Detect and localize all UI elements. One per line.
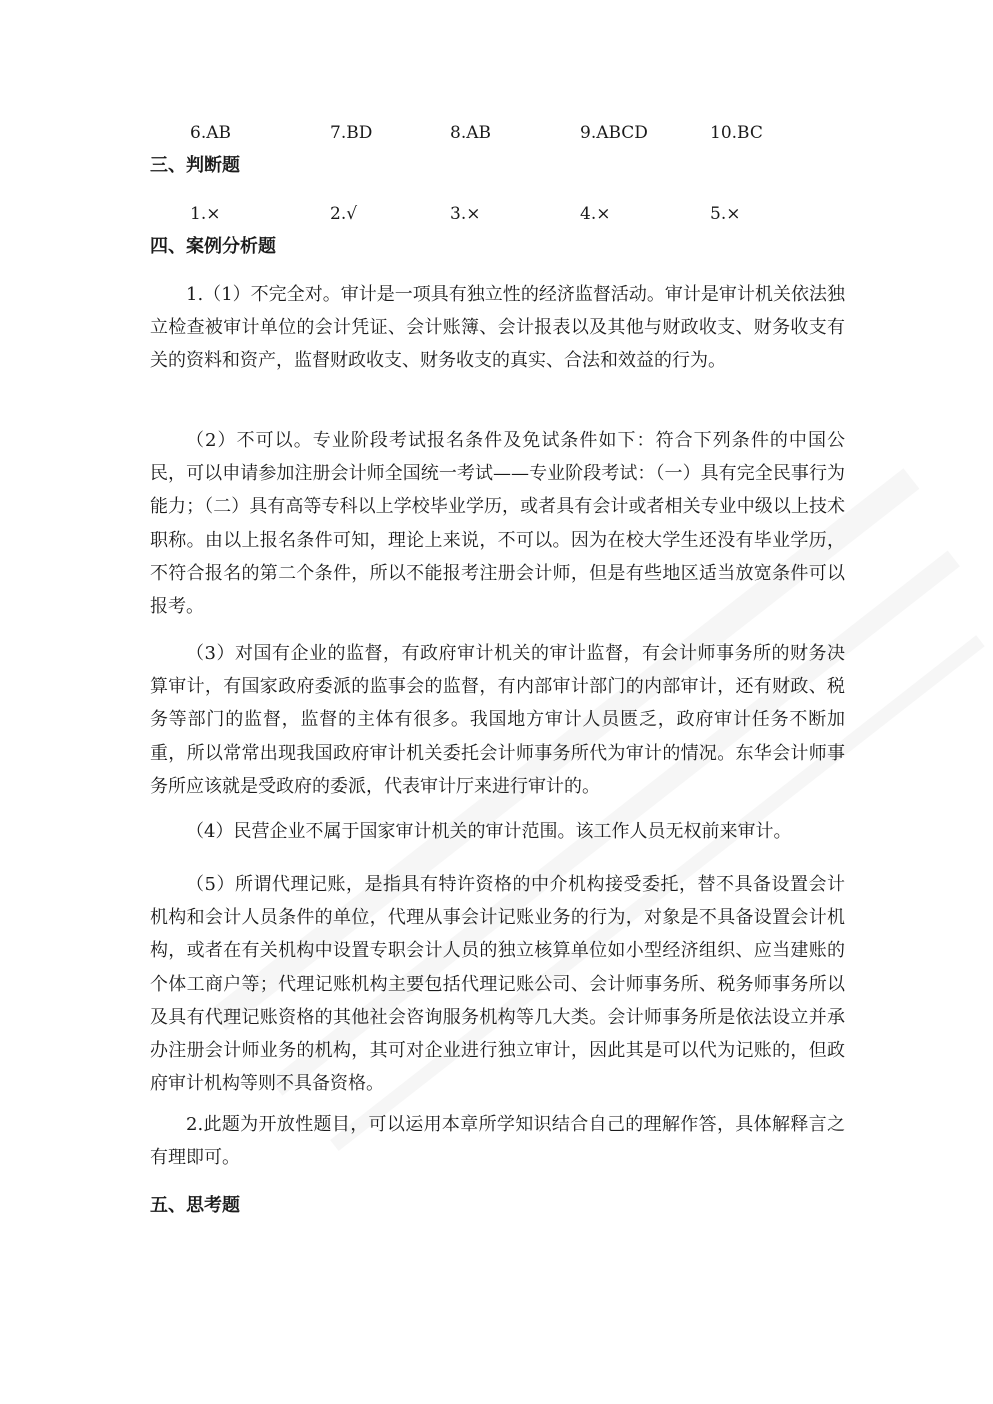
judgment-answer: 4.× <box>580 204 611 224</box>
case-answer-paragraph: 2.此题为开放性题目，可以运用本章所学知识结合自己的理解作答，具体解释言之有理即可。 <box>150 1114 845 1169</box>
case-answer-paragraph: （5）所谓代理记账，是指具有特许资格的中介机构接受委托，替不具备设置会计机构和会计人员条件的单位，代理从事会计记账业务的行为，对象是不具备设置会计机构，或者在有关机构中设置专职会计人员的独立核算单位如小型经济组织、应当建账的个体工商户等；代理记账机构主要包括代理记账公司、会计师事务所、税务师事务所以及具有代理记账资格的其他社会咨询服务机构等几大类。会计师事务所是依法设立并承办注册会计师业务的机构，其可对企业进行独立审计，因此其是可以代为记账的，但政府审计机构等则不具备资格。 <box>150 874 845 1095</box>
choice-answer: 8.AB <box>450 123 491 143</box>
choice-answers-row <box>190 118 830 148</box>
section-heading-case-analysis: 四、案例分析题 <box>150 236 276 257</box>
choice-answer: 7.BD <box>330 123 373 143</box>
choice-answer: 9.ABCD <box>580 123 648 143</box>
choice-answer: 10.BC <box>710 123 763 143</box>
judgment-answer: 2.√ <box>330 204 358 224</box>
choice-answer: 6.AB <box>190 123 231 143</box>
judgment-answer: 5.× <box>710 204 741 224</box>
case-answer-paragraph: 1.（1）不完全对。审计是一项具有独立性的经济监督活动。审计是审计机关依法独立检查被审计单位的会计凭证、会计账簿、会计报表以及其他与财政收支、财务收支有关的资料和资产，监督财政收支、财务收支的真实、合法和效益的行为。 <box>150 284 845 372</box>
section-heading-thinking: 五、思考题 <box>150 1195 240 1216</box>
case-answer-paragraph: （3）对国有企业的监督，有政府审计机关的审计监督，有会计师事务所的财务决算审计，有国家政府委派的监事会的监督，有内部审计部门的内部审计，还有财政、税务等部门的监督，监督的主体有很多。我国地方审计人员匮乏，政府审计任务不断加重，所以常常出现我国政府审计机关委托会计师事务所代为审计的情况。东华会计师事务所应该就是受政府的委派，代表审计厅来进行审计的。 <box>150 643 845 797</box>
section-heading-judgment: 三、判断题 <box>150 155 240 176</box>
judgment-answers-row <box>190 199 830 229</box>
judgment-answer: 3.× <box>450 204 481 224</box>
case-answer-paragraph: （2）不可以。专业阶段考试报名条件及免试条件如下：符合下列条件的中国公民，可以申请参加注册会计师全国统一考试——专业阶段考试：（一）具有完全民事行为能力；（二）具有高等专科以上学校毕业学历，或者具有会计或者相关专业中级以上技术职称。由以上报名条件可知，理论上来说，不可以。因为在校大学生还没有毕业学历，不符合报名的第二个条件，所以不能报考注册会计师，但是有些地区适当放宽条件可以报考。 <box>150 430 845 618</box>
judgment-answer: 1.× <box>190 204 221 224</box>
case-answer-paragraph: （4）民营企业不属于国家审计机关的审计范围。该工作人员无权前来审计。 <box>186 821 792 842</box>
